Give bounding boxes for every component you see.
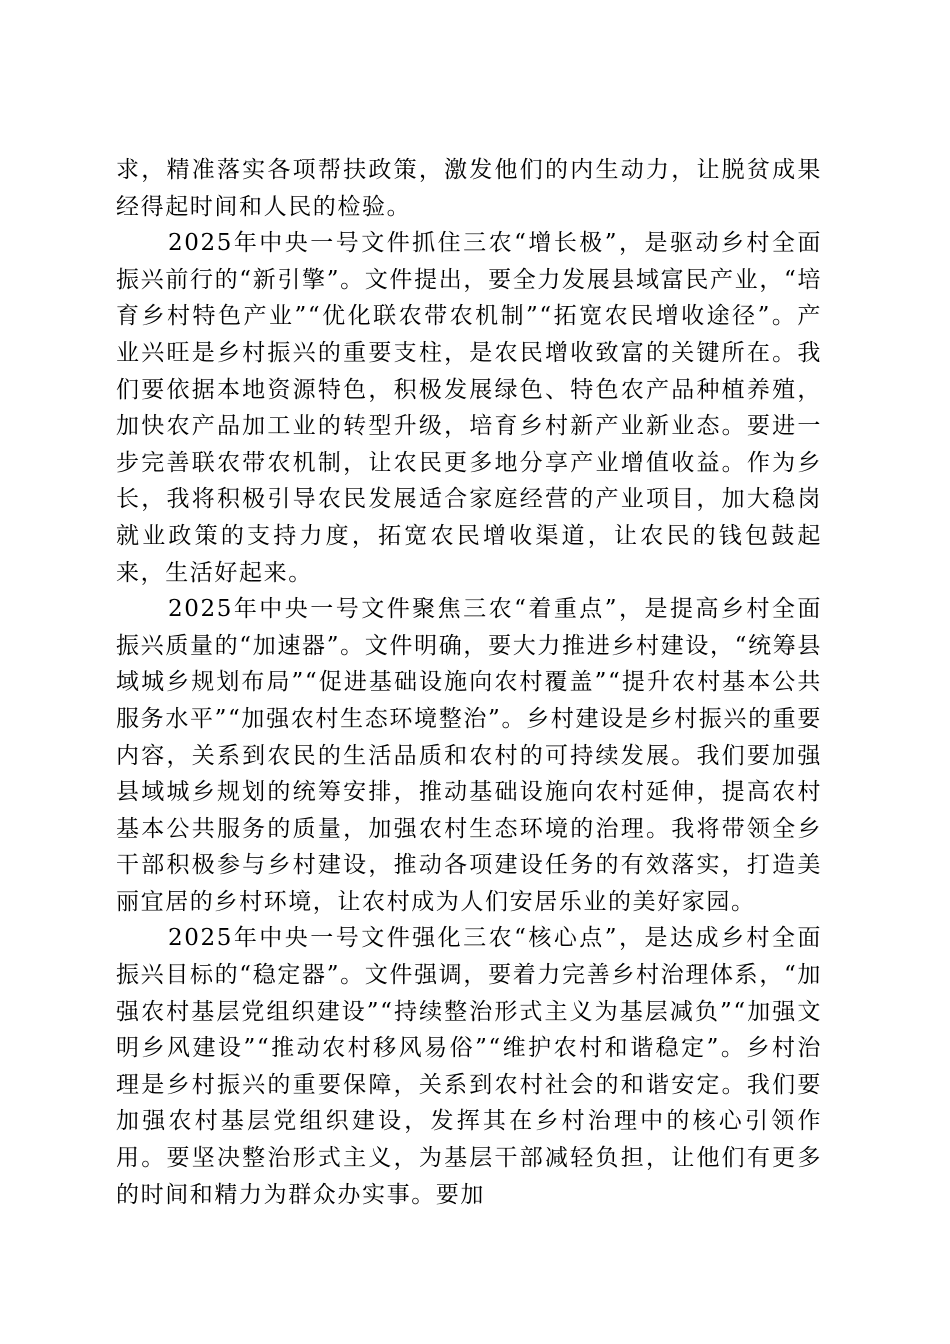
paragraph-growth-pole: 2025年中央一号文件抓住三农“增长极”，是驱动乡村全面振兴前行的“新引擎”。文件提出，要全力发展县域富民产业，“培育乡村特色产业”“优化联农带农机制”“拓宽农民增收途径”。产业兴旺是乡村振兴的重要支柱，是农民增收致富的关键所在。我们要依据本地资源特色，积极发展绿色、特色农产品种植养殖，加快农产品加工业的转型升级，培育乡村新产业新业态。要进一步完善联农带农机制，让农民更多地分享产业增值收益。作为乡长，我将积极引导农民发展适合家庭经营的产业项目，加大稳岗就业政策的支持力度，拓宽农民增收渠道，让农民的钱包鼓起来，生活好起来。 bbox=[116, 230, 822, 586]
paragraph-focus-point: 2025年中央一号文件聚焦三农“着重点”，是提高乡村全面振兴质量的“加速器”。文件明确，要大力推进乡村建设，“统筹县域城乡规划布局”“促进基础设施向农村覆盖”“提升农村基本公共服务水平”“加强农村生态环境整治”。乡村建设是乡村振兴的重要内容，关系到农民的生活品质和农村的可持续发展。我们要加强县域城乡规划的统筹安排，推动基础设施向农村延伸，提高农村基本公共服务的质量，加强农村生态环境的治理。我将带领全乡干部积极参与乡村建设，推动各项建设任务的有效落实，打造美丽宜居的乡村环境，让农村成为人们安居乐业的美好家园。 bbox=[116, 596, 822, 915]
document-body bbox=[116, 152, 822, 1213]
paragraph-core-point: 2025年中央一号文件强化三农“核心点”，是达成乡村全面振兴目标的“稳定器”。文件强调，要着力完善乡村治理体系，“加强农村基层党组织建设”“持续整治形式主义为基层减负”“加强文明乡风建设”“推动农村移风易俗”“维护农村和谐稳定”。乡村治理是乡村振兴的重要保障，关系到农村社会的和谐安定。我们要加强农村基层党组织建设，发挥其在乡村治理中的核心引领作用。要坚决整治形式主义，为基层干部减轻负担，让他们有更多的时间和精力为群众办实事。要加 bbox=[116, 925, 822, 1208]
paragraph-continuation: 求，精准落实各项帮扶政策，激发他们的内生动力，让脱贫成果经得起时间和人民的检验。 bbox=[116, 157, 822, 220]
